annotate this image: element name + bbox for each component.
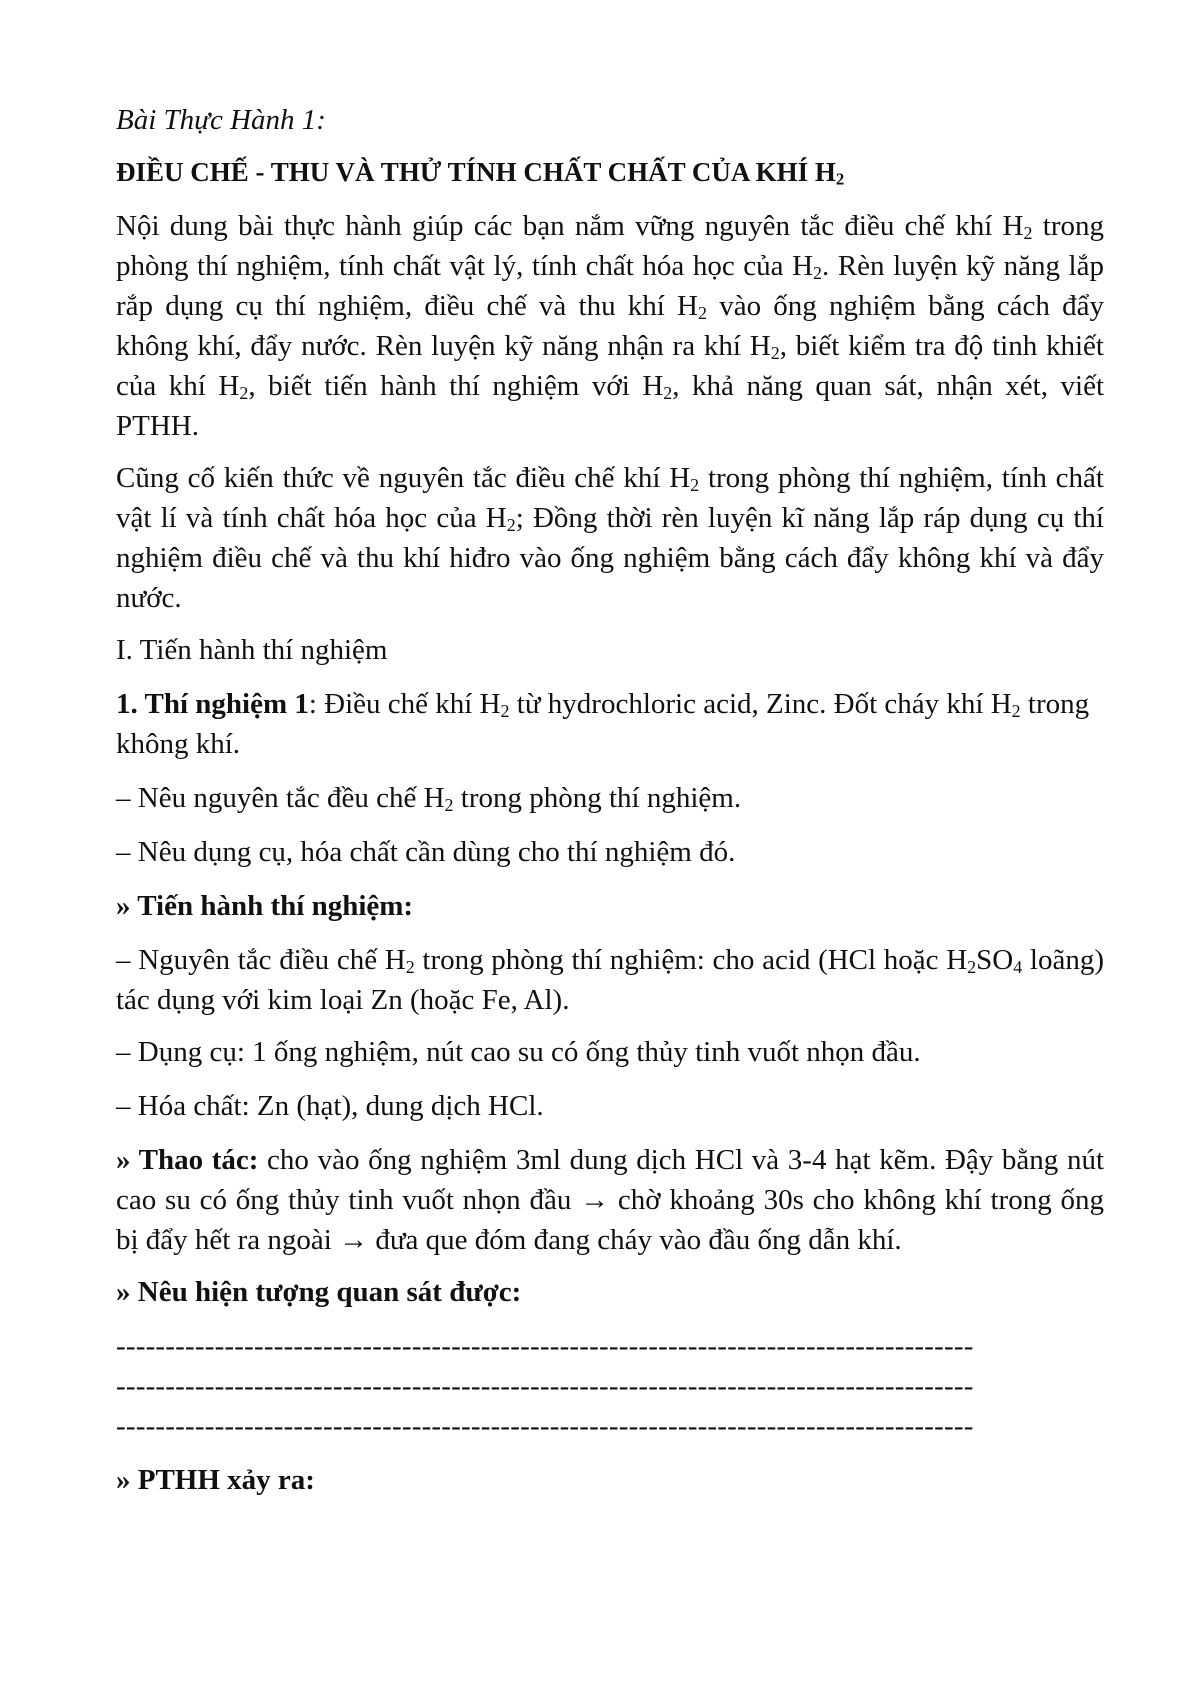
answer-line-1: ---------------------------------------------------------------------------------------: [116, 1330, 974, 1362]
experiment-1-label: 1. Thí nghiệm 1: [116, 688, 309, 720]
question-tools: – Nêu dụng cụ, hóa chất cần dùng cho thí nghiệm đó.: [116, 836, 736, 868]
operation-label: » Thao tác:: [116, 1144, 259, 1176]
answer-line-3: ---------------------------------------------------------------------------------------: [116, 1410, 974, 1442]
operation-text: » Thao tác: cho vào ống nghiệm 3ml dung dịch HCl và 3-4 hạt kẽm. Đậy bằng nút cao su có ống thủy tinh vuốt nhọn đầu → chờ khoảng 30s cho không khí trong ống bị đẩy hết ra ngoài → đưa que đóm đang cháy vào đầu ống dẫn khí.: [116, 1144, 1104, 1256]
section-heading: I. Tiến hành thí nghiệm: [116, 634, 388, 666]
experiment-1: 1. Thí nghiệm 1: Điều chế khí $H_2$ từ hydrochloric acid, Zinc. Đốt cháy khí $H_2$ trong không khí.: [116, 688, 1090, 760]
observation-heading: » Nêu hiện tượng quan sát được:: [116, 1276, 522, 1308]
principle-text: – Nguyên tắc điều chế $H_2$ trong phòng thí nghiệm: cho acid (HCl hoặc $H_2SO_4$ loãng) tác dụng với kim loại Zn (hoặc Fe, Al).: [116, 944, 1104, 1016]
procedure-heading: » Tiến hành thí nghiệm:: [116, 890, 414, 922]
page-title: ĐIỀU CHẾ - THU VÀ THỬ TÍNH CHẤT CHẤT CỦA KHÍ $H_2$: [116, 157, 845, 189]
intro-paragraph: Nội dung bài thực hành giúp các bạn nắm vững nguyên tắc điều chế khí $H_2$ trong phòng thí nghiệm, tính chất vật lý, tính chất hóa học của $H_2$. Rèn luyện kỹ năng lắp rắp dụng cụ thí nghiệm, điều chế và thu khí $H_2$ vào ống nghiệm bằng cách đẩy không khí, đẩy nước. Rèn luyện kỹ năng nhận ra khí $H_2$, biết kiểm tra độ tinh khiết của khí $H_2$, biết tiến hành thí nghiệm với $H_2$, khả năng quan sát, nhận xét, viết PTHH.: [116, 210, 1104, 442]
lesson-label: Bài Thực Hành 1:: [116, 104, 326, 136]
chemicals-text: – Hóa chất: Zn (hạt), dung dịch HCl.: [116, 1090, 544, 1122]
document-body: [116, 100, 1104, 1514]
question-principle: – Nêu nguyên tắc đều chế $H_2$ trong phòng thí nghiệm.: [116, 782, 742, 815]
answer-line-2: ---------------------------------------------------------------------------------------: [116, 1370, 974, 1402]
equation-heading: » PTHH xảy ra:: [116, 1464, 315, 1496]
review-paragraph: Cũng cố kiến thức về nguyên tắc điều chế khí $H_2$ trong phòng thí nghiệm, tính chất vật lí và tính chất hóa học của $H_2$; Đồng thời rèn luyện kĩ năng lắp ráp dụng cụ thí nghiệm điều chế và thu khí hiđro vào ống nghiệm bằng cách đẩy không khí và đẩy nước.: [116, 462, 1104, 614]
tools-text: – Dụng cụ: 1 ống nghiệm, nút cao su có ống thủy tinh vuốt nhọn đầu.: [116, 1036, 921, 1068]
